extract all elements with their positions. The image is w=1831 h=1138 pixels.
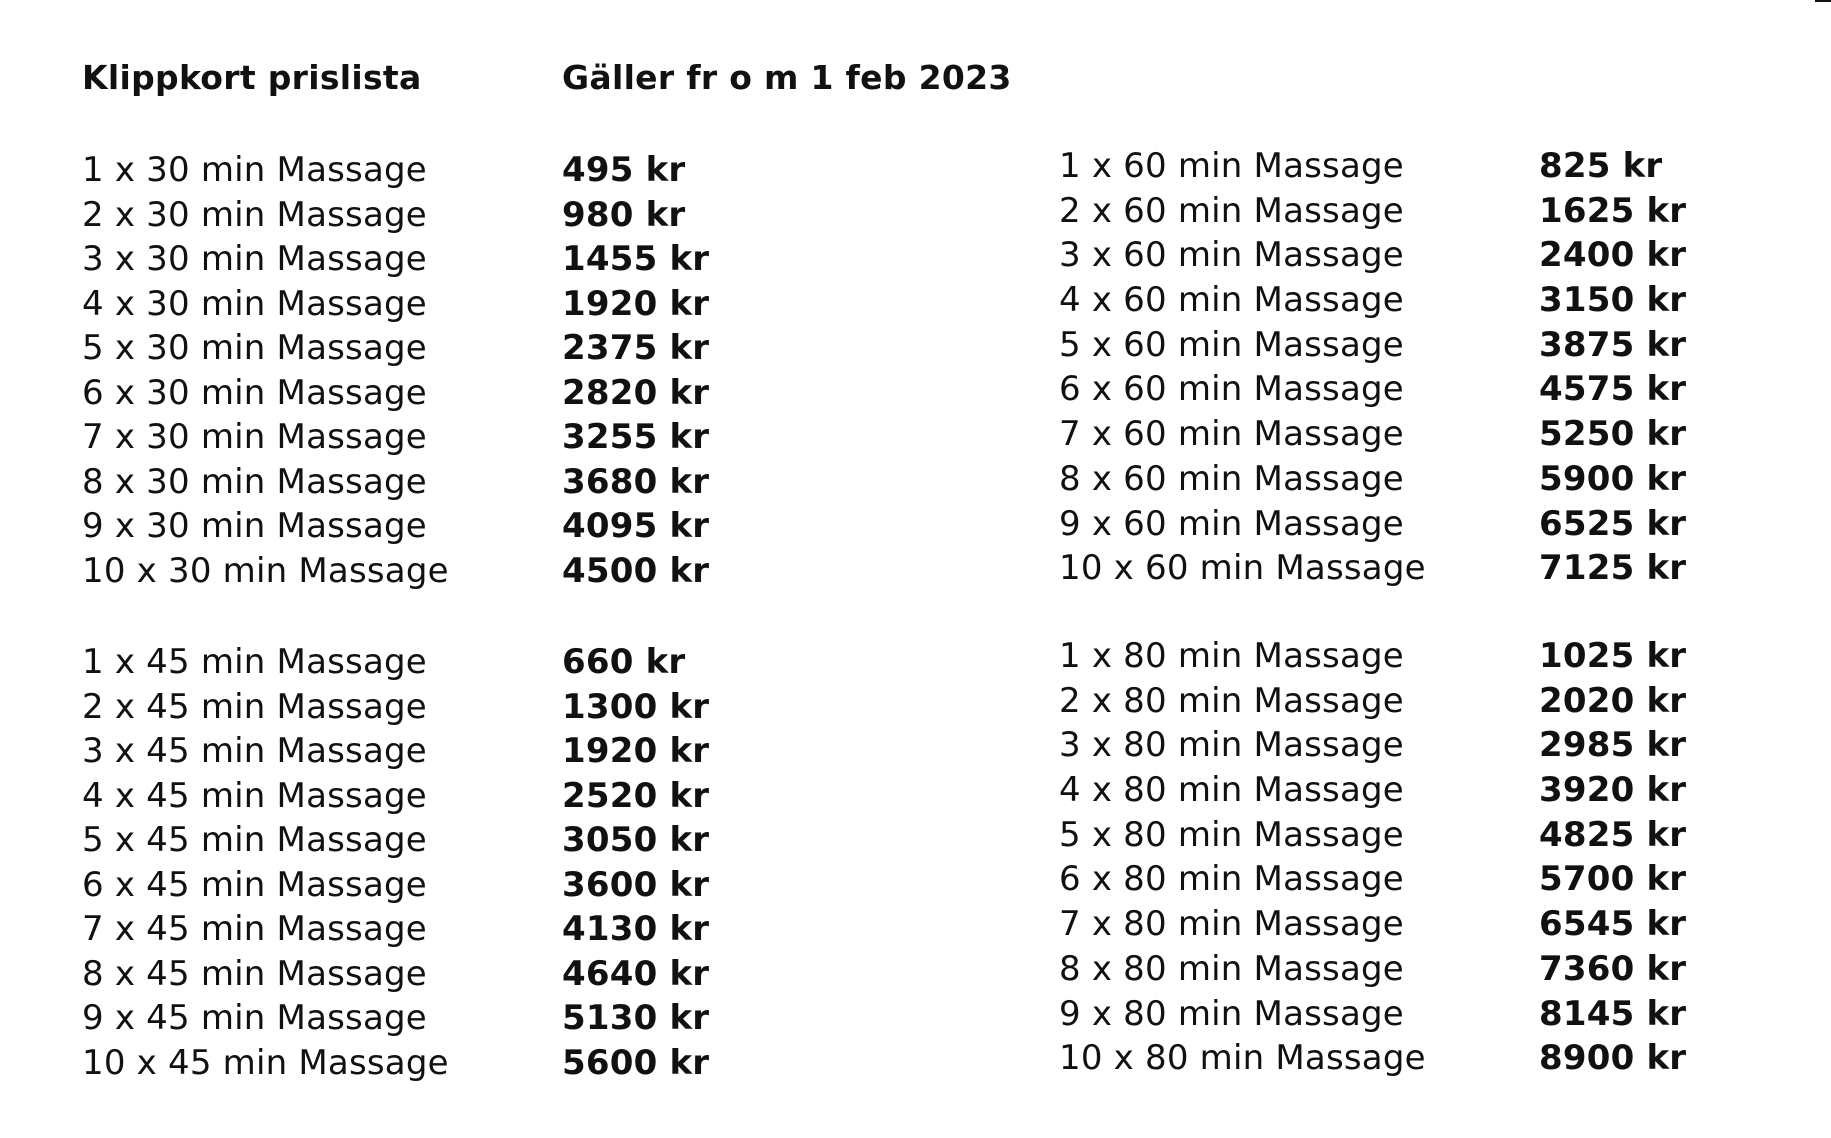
row-price: 1455 kr — [562, 239, 710, 279]
row-price: 5900 kr — [1539, 458, 1687, 499]
row-price: 1025 kr — [1539, 636, 1687, 676]
row-label: 9 x 60 min Massage — [1059, 503, 1404, 544]
row-price: 4500 kr — [562, 550, 710, 591]
row-price: 8900 kr — [1539, 1038, 1687, 1079]
row-price: 660 kr — [562, 642, 686, 682]
row-price: 7125 kr — [1539, 548, 1687, 589]
row-label: 9 x 80 min Massage — [1059, 993, 1404, 1034]
row-price: 3920 kr — [1539, 770, 1687, 811]
row-price: 5700 kr — [1539, 859, 1687, 900]
row-price: 5600 kr — [562, 1042, 710, 1083]
row-label: 1 x 30 min Massage — [82, 150, 427, 190]
row-label: 2 x 30 min Massage — [82, 194, 427, 235]
row-label: 6 x 80 min Massage — [1059, 859, 1404, 900]
row-label: 8 x 30 min Massage — [82, 461, 427, 502]
row-price: 6525 kr — [1539, 503, 1687, 544]
row-label: 4 x 80 min Massage — [1059, 770, 1404, 811]
row-price: 495 kr — [562, 150, 686, 190]
row-label: 1 x 80 min Massage — [1059, 636, 1404, 676]
row-price: 4575 kr — [1539, 369, 1687, 410]
row-price: 1300 kr — [562, 686, 710, 727]
row-label: 9 x 45 min Massage — [82, 998, 427, 1038]
row-price: 3875 kr — [1539, 324, 1687, 365]
row-label: 5 x 30 min Massage — [82, 328, 427, 368]
row-price: 825 kr — [1539, 146, 1663, 186]
row-label: 10 x 45 min Massage — [82, 1042, 449, 1083]
row-label: 4 x 60 min Massage — [1059, 280, 1404, 321]
row-price: 980 kr — [562, 194, 686, 235]
row-label: 4 x 30 min Massage — [82, 283, 427, 324]
row-label: 3 x 30 min Massage — [82, 239, 427, 279]
row-label: 6 x 60 min Massage — [1059, 369, 1404, 410]
row-price: 1625 kr — [1539, 190, 1687, 231]
row-label: 8 x 60 min Massage — [1059, 458, 1404, 499]
row-label: 7 x 60 min Massage — [1059, 414, 1404, 455]
row-label: 8 x 80 min Massage — [1059, 948, 1404, 989]
corner-mark — [1815, 0, 1831, 2]
row-price: 8145 kr — [1539, 993, 1687, 1034]
row-label: 3 x 45 min Massage — [82, 731, 427, 771]
row-price: 2400 kr — [1539, 235, 1687, 276]
row-price: 6545 kr — [1539, 904, 1687, 945]
row-price: 3255 kr — [562, 417, 710, 457]
row-price: 4095 kr — [562, 506, 710, 546]
row-price: 2375 kr — [562, 328, 710, 368]
row-price: 4640 kr — [562, 953, 710, 994]
row-price: 1920 kr — [562, 283, 710, 324]
row-price: 4130 kr — [562, 909, 710, 949]
row-label: 5 x 80 min Massage — [1059, 814, 1404, 855]
row-label: 1 x 45 min Massage — [82, 642, 427, 682]
row-label: 9 x 30 min Massage — [82, 506, 427, 546]
row-price: 4825 kr — [1539, 814, 1687, 855]
row-label: 3 x 60 min Massage — [1059, 235, 1404, 276]
row-price: 2820 kr — [562, 372, 710, 413]
row-price: 2020 kr — [1539, 680, 1687, 721]
row-label: 7 x 80 min Massage — [1059, 904, 1404, 945]
row-price: 3050 kr — [562, 820, 710, 860]
row-label: 7 x 45 min Massage — [82, 909, 427, 949]
row-label: 10 x 30 min Massage — [82, 550, 449, 591]
row-label: 2 x 45 min Massage — [82, 686, 427, 727]
row-label: 5 x 45 min Massage — [82, 820, 427, 860]
row-label: 10 x 80 min Massage — [1059, 1038, 1426, 1079]
row-label: 2 x 80 min Massage — [1059, 680, 1404, 721]
row-label: 6 x 30 min Massage — [82, 372, 427, 413]
row-label: 10 x 60 min Massage — [1059, 548, 1426, 589]
row-label: 6 x 45 min Massage — [82, 864, 427, 905]
row-label: 5 x 60 min Massage — [1059, 324, 1404, 365]
document-title: Klippkort prislista — [82, 58, 422, 97]
valid-from-date: Gäller fr o m 1 feb 2023 — [562, 58, 1012, 97]
row-label: 3 x 80 min Massage — [1059, 725, 1404, 766]
row-label: 7 x 30 min Massage — [82, 417, 427, 457]
row-price: 7360 kr — [1539, 948, 1687, 989]
row-price: 2985 kr — [1539, 725, 1687, 766]
row-label: 8 x 45 min Massage — [82, 953, 427, 994]
row-label: 4 x 45 min Massage — [82, 775, 427, 816]
row-price: 3680 kr — [562, 461, 710, 502]
row-price: 2520 kr — [562, 775, 710, 816]
row-price: 1920 kr — [562, 731, 710, 771]
row-price: 5250 kr — [1539, 414, 1687, 455]
row-price: 3150 kr — [1539, 280, 1687, 321]
row-label: 2 x 60 min Massage — [1059, 190, 1404, 231]
row-label: 1 x 60 min Massage — [1059, 146, 1404, 186]
row-price: 5130 kr — [562, 998, 710, 1038]
row-price: 3600 kr — [562, 864, 710, 905]
